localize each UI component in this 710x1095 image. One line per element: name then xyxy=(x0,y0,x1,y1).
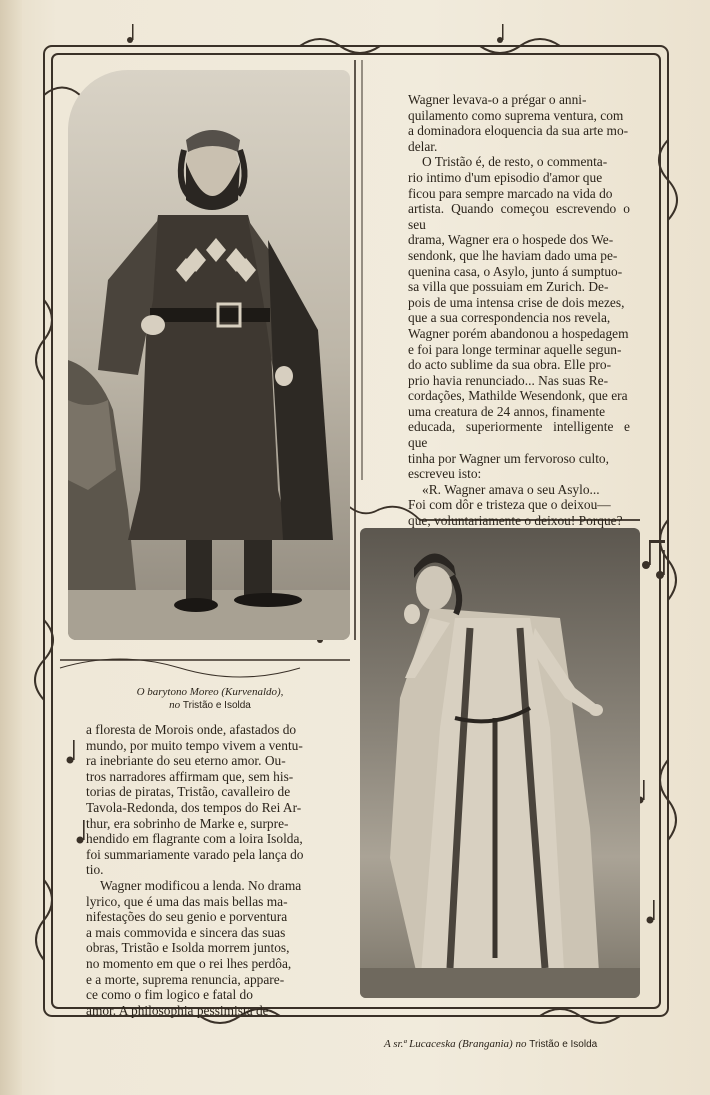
article-text-upper-right xyxy=(408,92,630,575)
text-line: que a sua correspondencia nos revela, xyxy=(408,310,611,326)
text-line: quenina casa, o Asylo, junto á sumptuo- xyxy=(408,263,623,279)
text-line: e foi para longe terminar aquelle segun- xyxy=(408,341,622,357)
text-line: Wagner porém abandonou a hospedagem xyxy=(408,325,629,341)
caption-moreo-line2 xyxy=(70,699,350,712)
text-line: cordações, Mathilde Wesendonk, que era xyxy=(408,388,628,404)
text-line: artista. Quando começou escrevendo o seu xyxy=(408,201,630,232)
text-line: thur, era sobrinho de Marke e, surpre- xyxy=(86,815,289,831)
text-line: drama, Wagner era o hospede dos We- xyxy=(408,232,614,248)
caption-lucaceska-work: Tristão e Isolda xyxy=(529,1039,598,1050)
caption-moreo-line1: O barytono Moreo (Kurvenaldo), xyxy=(136,686,284,698)
text-line: hendido em flagrante com a loira Isolda, xyxy=(86,831,303,847)
text-line: lyrico, que é uma das mais bellas ma- xyxy=(86,893,288,909)
text-line: educada, superiormente intelligente e que xyxy=(408,419,630,451)
text-line: Tavola-Redonda, dos tempos do Rei Ar- xyxy=(86,799,302,815)
text-line: obras, Tristão e Isolda morrem juntos, xyxy=(86,940,290,956)
caption-moreo-work: Tristão e Isolda xyxy=(182,700,251,711)
text-line: mundo, por muito tempo vivem a ventu- xyxy=(86,737,303,753)
text-line: Wagner modificou a lenda. No drama xyxy=(100,877,302,893)
text-line: tros narradores affirmam que, sem his- xyxy=(86,768,294,784)
caption-lucaceska-text: A sr.ª Lucaceska (Brangania) no xyxy=(384,1038,527,1050)
text-line: nifestações do seu genio e porventura xyxy=(86,909,288,925)
text-line: rio intimo d'um episodio d'amor que xyxy=(408,169,603,185)
text-line: Wagner levava-o a prégar o anni- xyxy=(408,92,587,107)
text-line: amor. A philosophia pessimista de xyxy=(86,1002,269,1018)
article-text-lower-left xyxy=(86,722,338,1018)
caption-moreo-no: no xyxy=(169,699,181,711)
text-line: sendonk, que lhe haviam dado uma pe- xyxy=(408,247,618,263)
text-line: prio havia renunciado... Nas suas Re- xyxy=(408,372,609,388)
text-line: ra inebriante do seu eterno amor. Ou- xyxy=(86,753,286,769)
photo-moreo-kurvenaldo xyxy=(68,70,350,640)
text-line: pois de uma intensa crise de dois mezes, xyxy=(408,294,625,310)
text-line: que, voluntariamente o deixou! Porque? xyxy=(408,513,623,529)
text-line: Foi com dôr e tristeza que o deixou— xyxy=(408,497,611,513)
text-line: O Tristão é, de resto, o commenta- xyxy=(422,154,608,170)
text-line: a floresta de Morois onde, afastados do xyxy=(86,722,297,737)
text-line: ce como o fim logico e fatal do xyxy=(86,987,253,1003)
text-line: uma creatura de 24 annos, finamente xyxy=(408,403,606,419)
text-line: foi summariamente varado pela lança do xyxy=(86,846,304,862)
text-line: escreveu isto: xyxy=(408,466,482,482)
text-line: sa villa que possuiam em Zurich. De- xyxy=(408,279,609,295)
text-line: quilamento como suprema ventura, com xyxy=(408,107,624,123)
text-line: tinha por Wagner um fervoroso culto, xyxy=(408,450,609,466)
text-line: e a morte, suprema renuncia, appare- xyxy=(86,971,285,987)
text-line: «R. Wagner amava o seu Asylo... xyxy=(422,481,600,497)
caption-lucaceska xyxy=(384,1038,597,1050)
caption-moreo xyxy=(70,686,350,712)
photo-lucaceska-brangania xyxy=(360,528,640,998)
text-line: a dominadora eloquencia da sua arte mo- xyxy=(408,123,629,139)
text-line: no momento em que o rei lhes perdôa, xyxy=(86,955,292,971)
text-line: ficou para sempre marcado na vida do xyxy=(408,185,613,201)
text-line: a mais commovida e sincera das suas xyxy=(86,924,286,940)
text-line: tio. xyxy=(86,862,104,878)
text-line: do acto sublime da sua obra. Elle pro- xyxy=(408,357,612,373)
text-line: delar. xyxy=(408,138,438,154)
text-line: torias de piratas, Tristão, cavalleiro de xyxy=(86,784,291,800)
